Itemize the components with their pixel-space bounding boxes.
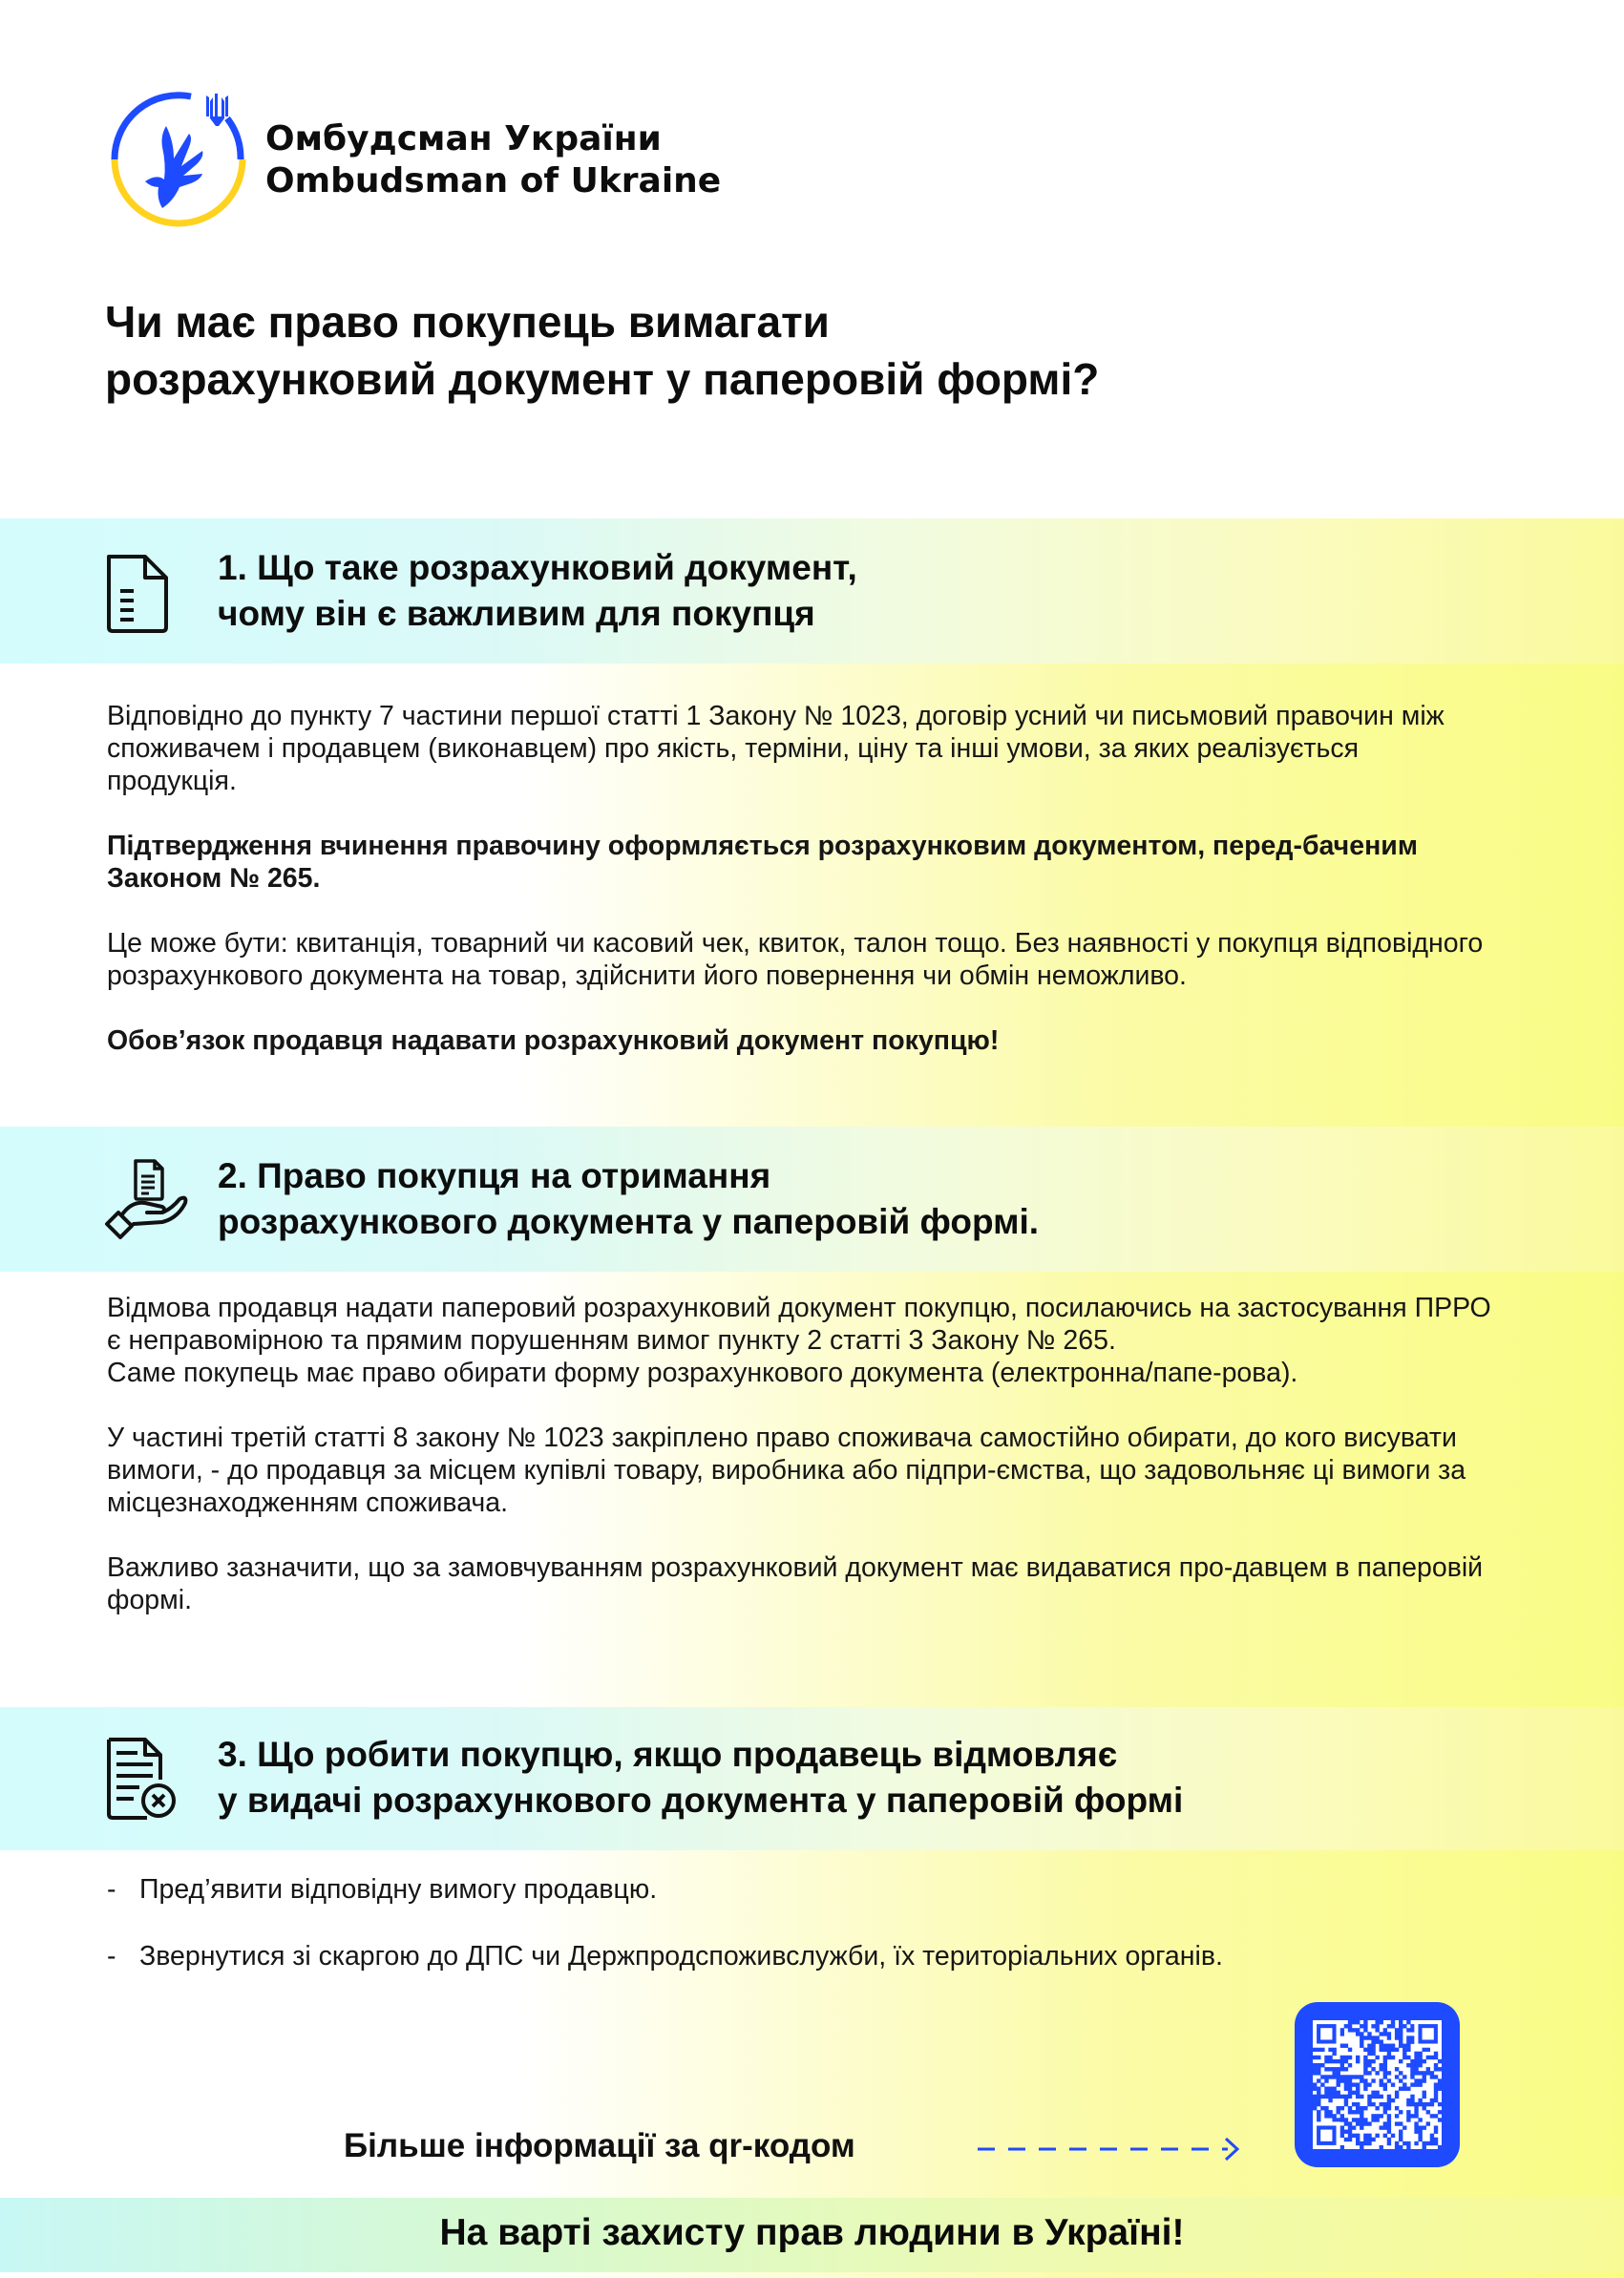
section-3-title-line-1: 3. Що робити покупцю, якщо продавець відмовляє — [218, 1735, 1118, 1774]
footer-banner — [0, 2198, 1624, 2272]
list-marker: - — [107, 1941, 116, 1972]
section-3-title-line-2: у видачі розрахункового документа у паперовій формі — [218, 1781, 1184, 1820]
section-1-body — [107, 700, 1491, 1057]
org-name — [265, 118, 721, 202]
list-marker: - — [107, 1874, 116, 1905]
paragraph: Важливо зазначити, що за замовчуванням розрахунковий документ має видаватися про-давцем в паперовій формі. — [107, 1552, 1484, 1615]
page-title — [105, 293, 1489, 408]
ombudsman-logo-icon — [107, 88, 250, 231]
paragraph: Відмова продавця надати паперовий розрахунковий документ покупцю, посилаючись на застосування ПРРО є неправомірною та прямим порушенням вимог пункту 2 статті 3 Закону № 265. — [107, 1293, 1491, 1356]
list-item-text: Звернутися зі скаргою до ДПС чи Держпродспоживслужби, їх територіальних органів. — [139, 1941, 1223, 1972]
paragraph: Саме покупець має право обирати форму розрахункового документа (електронна/папе-рова). — [107, 1358, 1298, 1388]
footer-slogan: На варті захисту прав людини в Україні! — [439, 2212, 1185, 2253]
org-name-uk: Омбудсман України — [265, 119, 662, 158]
hand-document-icon — [103, 1157, 189, 1248]
page-title-line-1: Чи має право покупець вимагати — [105, 297, 830, 347]
qr-code[interactable] — [1295, 2002, 1460, 2167]
paragraph-bold: Обов’язок продавця надавати розрахунковий документ покупцю! — [107, 1025, 1000, 1056]
paragraph: Відповідно до пункту 7 частини першої статті 1 Закону № 1023, договір усний чи письмовий правочин між споживачем і продавцем (виконавцем) про якість, терміни, ціну та інші умови, за яких реалізується продукція. — [107, 701, 1445, 796]
list-item — [107, 1940, 1491, 1972]
section-2-header — [0, 1127, 1624, 1272]
section-2-body — [107, 1292, 1491, 1616]
section-2-title-line-2: розрахункового документа у паперовій формі. — [218, 1202, 1039, 1241]
paragraph: Це може бути: квитанція, товарний чи касовий чек, квиток, талон тощо. Без наявності у покупця відповідного розрахункового документа на товар, здійснити його повернення чи обмін неможливо. — [107, 928, 1484, 991]
page-title-line-2: розрахунковий документ у паперовій формі? — [105, 354, 1100, 404]
section-1-title-line-1: 1. Що таке розрахунковий документ, — [218, 548, 857, 587]
list-item — [107, 1873, 1491, 1906]
list-item-text: Пред’явити відповідну вимогу продавцю. — [139, 1874, 658, 1905]
more-info-label: Більше інформації за qr-кодом — [344, 2127, 855, 2164]
section-1-header — [0, 518, 1624, 664]
dashed-arrow-right-icon — [976, 2135, 1243, 2163]
org-name-en: Ombudsman of Ukraine — [265, 161, 722, 200]
ombudsman-logo — [107, 88, 250, 231]
paragraph: У частині третій статті 8 закону № 1023 закріплено право споживача самостійно обирати, до кого висувати вимоги, - до продавця за місцем купівлі товару, виробника або підпри-ємства, що задовольняє ці вимоги за місцезнаходженням споживача. — [107, 1423, 1466, 1518]
qr-code-icon — [1313, 2020, 1442, 2149]
document-icon — [103, 553, 172, 638]
section-3-header — [0, 1707, 1624, 1850]
document-cancel-icon — [103, 1736, 179, 1826]
section-2-title-line-1: 2. Право покупця на отримання — [218, 1156, 771, 1195]
section-1-title — [218, 545, 857, 637]
section-3-title — [218, 1732, 1183, 1824]
paragraph-bold: Підтвердження вчинення правочину оформляється розрахунковим документом, перед-баченим Законом № 265. — [107, 831, 1418, 894]
section-1-title-line-2: чому він є важливим для покупця — [218, 594, 815, 633]
section-2-title — [218, 1153, 1039, 1245]
section-3-action-list — [107, 1873, 1491, 2007]
